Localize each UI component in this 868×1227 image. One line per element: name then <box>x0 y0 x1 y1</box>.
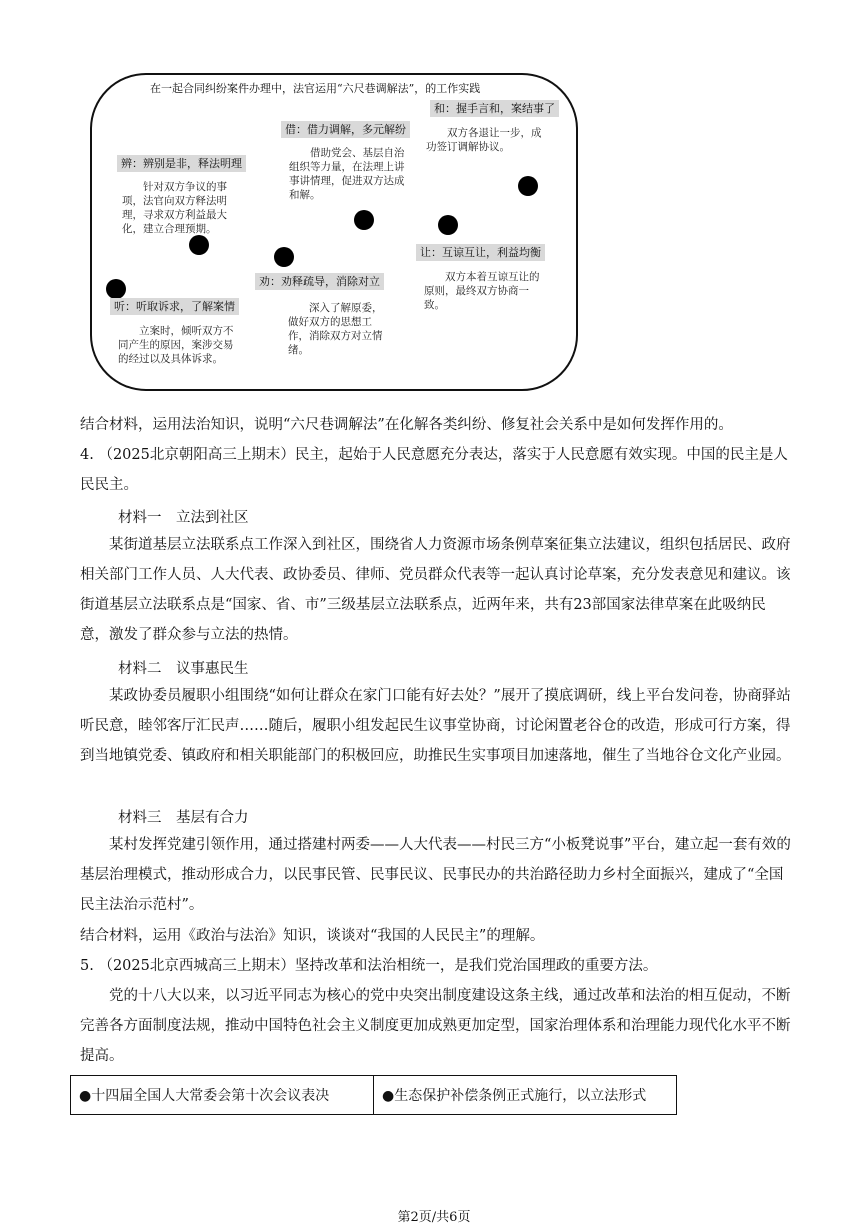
stage-dot-he <box>518 176 538 196</box>
q3-question: 结合材料，运用法治知识，说明“六尺巷调解法”在化解各类纠纷、修复社会关系中是如何发挥作用的。 <box>80 417 733 433</box>
q4-material2-text: 某政协委员履职小组围绕“如何让群众在家门口能有好去处？”展开了摸底调研，线上平台发问卷，协商驿站听民意，睦邻客厅汇民声……随后，履职小组发起民生议事堂协商，讨论闲置老谷仓的改造，形成可行方案，得到当地镇党委、镇政府和相关职能部门的积极回应，助推民生实事项目加速落地，催生了当地谷仓文化产业园。 <box>80 688 791 764</box>
stage-text-quan: 深入了解原委，做好双方的思想工作，消除双方对立情绪。 <box>288 302 383 356</box>
stage-label-bian: 辨：辨别是非，释法明理 <box>117 155 246 172</box>
q4-material1-text: 某街道基层立法联系点工作深入到社区，围绕省人力资源市场条例草案征集立法建议，组织包括居民、政府相关部门工作人员、人大代表、政协委员、律师、党员群众代表等一起认真讨论草案，充分发表意见和建议。该街道基层立法联系点是“国家、省、市”三级基层立法联系点，近两年来，共有23部国家法律草案在此吸纳民意，激发了群众参与立法的热情。 <box>80 537 791 643</box>
stage-label-he: 和：握手言和，案结事了 <box>430 100 559 117</box>
table-cell: ●十四届全国人大常委会第十次会议表决 <box>71 1076 374 1115</box>
stage-text-bian: 针对双方争议的事项，法官向双方释法明理，寻求双方利益最大化，建立合理预期。 <box>122 181 227 235</box>
q4-question: 结合材料，运用《政治与法治》知识，谈谈对“我国的人民民主”的理解。 <box>80 928 545 944</box>
stage-label-quan: 劝：劝释疏导，消除对立 <box>255 273 384 290</box>
stage-text-jie: 借助党会、基层自治组织等力量，在法理上讲事讲情理，促进双方达成和解。 <box>289 147 405 201</box>
stage-dot-quan <box>274 247 294 267</box>
q4-material1-title: 材料一 立法到社区 <box>118 510 249 526</box>
diagram-title: 在一起合同纠纷案件办理中，法官运用“六尺巷调解法”，的工作实践 <box>150 82 481 95</box>
stage-text-he: 双方各退让一步，成功签订调解协议。 <box>426 127 542 153</box>
stage-label-jie: 借：借力调解，多元解纷 <box>281 121 410 138</box>
stage-text-ting: 立案时，倾听双方不同产生的原因，案涉交易的经过以及具体诉求。 <box>118 325 234 365</box>
q5-stem: 5. （2025北京西城高三上期末）坚持改革和法治相统一，是我们党治国理政的重要方法。 <box>80 958 658 974</box>
q4-stem: 4. （2025北京朝阳高三上期末）民主，起始于人民意愿充分表达，落实于人民意愿有效实现。中国的民主是人民民主。 <box>80 447 788 493</box>
q4-material3-title: 材料三 基层有合力 <box>118 810 249 826</box>
stage-label-ting: 听：听取诉求，了解案情 <box>110 298 239 315</box>
stage-dot-bian <box>189 235 209 255</box>
stage-dot-ting <box>106 279 126 299</box>
q4-material2-title: 材料二 议事惠民生 <box>118 661 249 677</box>
q5-table <box>70 1075 677 1115</box>
stage-dot-jie <box>354 210 374 230</box>
q4-material3-text: 某村发挥党建引领作用，通过搭建村两委——人大代表——村民三方“小板凳说事”平台，建立起一套有效的基层治理模式，推动形成合力，以民事民管、民事民议、民事民办的共治路径助力乡村全面振兴，建成了“全国民主法治示范村”。 <box>80 837 791 913</box>
q5-text: 党的十八大以来，以习近平同志为核心的党中央突出制度建设这条主线，通过改革和法治的相互促动，不断完善各方面制度法规，推动中国特色社会主义制度更加成熟更加定型，国家治理体系和治理能力现代化水平不断提高。 <box>80 988 791 1064</box>
page-footer: 第2页/共6页 <box>397 1210 471 1225</box>
stage-dot-rang <box>438 215 458 235</box>
stage-label-rang: 让：互谅互让，利益均衡 <box>416 244 545 261</box>
table-cell: ●生态保护补偿条例正式施行，以立法形式 <box>374 1076 677 1115</box>
table-row <box>71 1076 677 1115</box>
stage-text-rang: 双方本着互谅互让的原则，最终双方协商一致。 <box>424 271 540 311</box>
